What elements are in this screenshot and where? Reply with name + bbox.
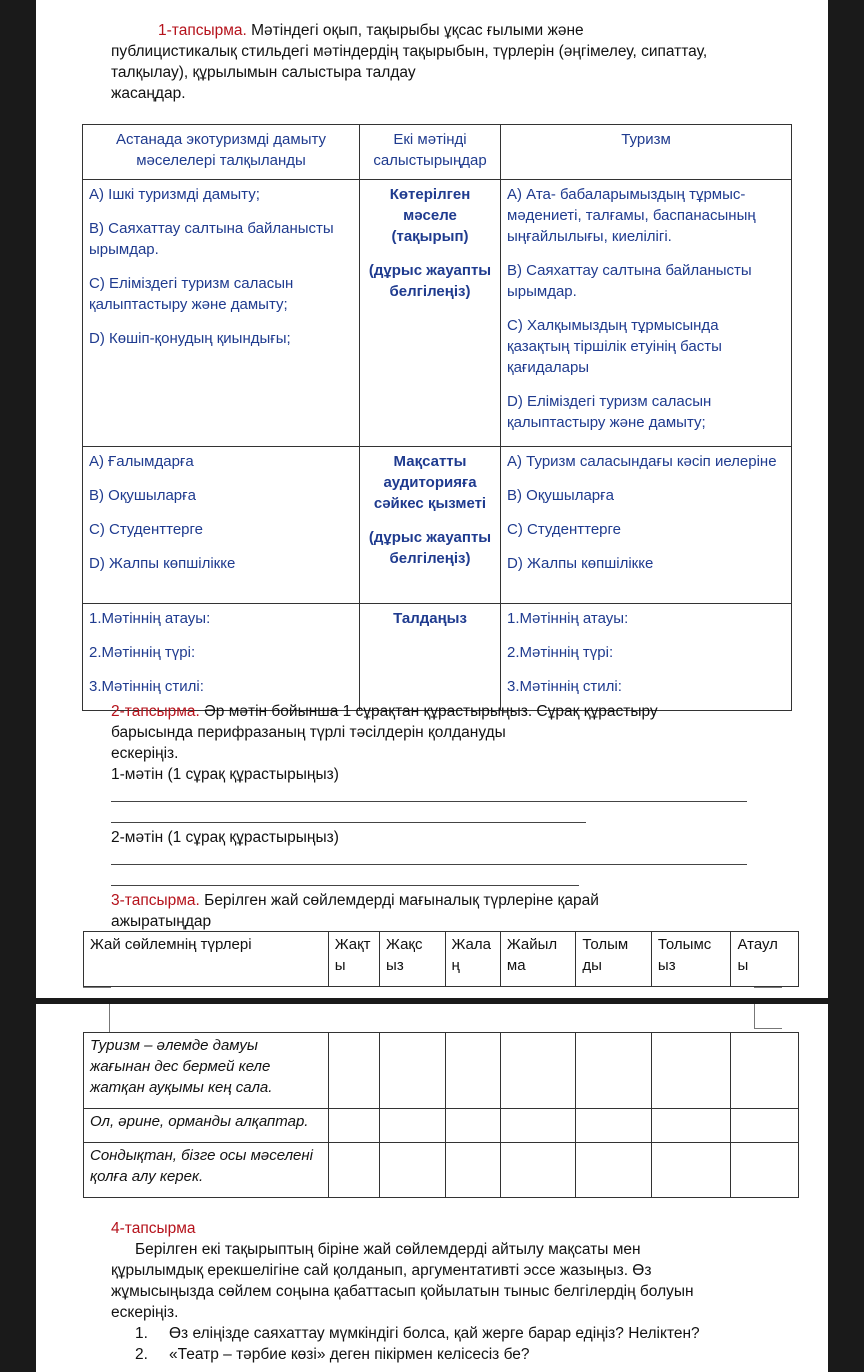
option: B) Саяхаттау салтына байланысты ырымдар. (507, 262, 752, 300)
header-cell: Жала ң (445, 932, 500, 987)
task1-line3: талқылау), құрылымын салыстыра талдау (111, 64, 416, 81)
divider (109, 1004, 110, 1032)
divider (754, 1028, 782, 1029)
criterion-cell (360, 604, 501, 711)
task4-para-line: жұмысыңызда сөйлем соңына қабаттасып қойылатын тыныс белгілердің болуын (111, 1283, 694, 1300)
task2-line2: барысында перифразаның түрлі тәсілдерін қолдануды (111, 724, 506, 741)
header-cell: Екі мәтінді салыстырыңдар (360, 125, 501, 180)
answer-cell[interactable] (731, 1109, 799, 1143)
options-right (501, 447, 792, 604)
answer-cell[interactable] (500, 1109, 576, 1143)
page-2 (36, 1004, 828, 1372)
option: A) Ата- бабаларымыздың тұрмыс-мәдениеті, талғамы, баспанасының ыңғайлылығы, киелілігі. (507, 186, 756, 245)
option: C) Студенттерге (507, 521, 621, 538)
analysis-line: 2.Мәтіннің түрі: (89, 644, 196, 661)
answer-cell[interactable] (731, 1033, 799, 1109)
task3-line2: ажыратыңдар (111, 913, 212, 930)
answer-cell[interactable] (731, 1143, 799, 1198)
option: C) Еліміздегі туризм саласын қалыптастыру және дамыту; (89, 275, 294, 313)
sentence-types-table (83, 931, 799, 987)
options-left (83, 447, 360, 604)
answer-cell[interactable] (651, 1033, 731, 1109)
text2-prompt: 2-мәтін (1 сұрақ құрастырыңыз) (111, 829, 339, 846)
sentence-cell: Ол, әрине, орманды алқаптар. (84, 1109, 329, 1143)
option: D) Жалпы көпшілікке (89, 555, 236, 572)
table-header-row (84, 932, 799, 987)
table-row (84, 1143, 799, 1198)
comparison-table (82, 124, 792, 711)
option: C) Халқымыздың тұрмысында қазақтың тіршілік етуінің басты қағидалары (507, 317, 722, 376)
topic-number: 2. (135, 1346, 148, 1363)
task4-para-line: ескеріңіз. (111, 1304, 179, 1321)
option: D) Еліміздегі туризм саласын қалыптастыру және дамыту; (507, 393, 712, 431)
text1-prompt: 1-мәтін (1 сұрақ құрастырыңыз) (111, 766, 339, 783)
task2-label: 2-тапсырма. (111, 703, 200, 720)
analysis-line: 1.Мәтіннің атауы: (89, 610, 211, 627)
task1-text: Мәтіндегі оқып, тақырыбы ұқсас ғылыми және (251, 22, 584, 39)
task2-heading (111, 701, 811, 722)
answer-cell[interactable] (328, 1143, 379, 1198)
divider (754, 987, 782, 988)
task3-label: 3-тапсырма. (111, 892, 200, 909)
sentence-rows-table (83, 1032, 799, 1198)
task3-heading (111, 890, 811, 911)
header-cell: Толым ды (576, 932, 652, 987)
task4-label: 4-тапсырма (111, 1220, 196, 1237)
answer-cell[interactable] (445, 1109, 500, 1143)
table-row (84, 1109, 799, 1143)
divider (83, 987, 111, 988)
task1-line4: жасаңдар. (111, 85, 186, 102)
header-cell: Туризм (501, 125, 792, 180)
options-right (501, 180, 792, 447)
option: A) Ғалымдарға (89, 453, 194, 470)
criterion-note: (дұрыс жауапты белгілеңіз) (368, 262, 492, 300)
header-cell: Атаул ы (731, 932, 799, 987)
table-row (83, 604, 792, 711)
answer-line[interactable] (111, 822, 586, 823)
task1-heading (158, 20, 798, 41)
task4-para-line: құрылымдық ерекшелігіне сай қолданып, аргументативті эссе жазыңыз. Өз (111, 1262, 652, 1279)
topic-text: Өз еліңізде саяхаттау мүмкіндігі болса, қай жерге барар едіңіз? Неліктен? (169, 1325, 700, 1342)
option: C) Студенттерге (89, 521, 203, 538)
header-cell: Жай сөйлемнің түрлері (84, 932, 329, 987)
criterion-cell (360, 447, 501, 604)
header-cell: Жақт ы (328, 932, 379, 987)
essay-topic-1 (135, 1323, 815, 1344)
answer-line[interactable] (111, 885, 579, 886)
answer-cell[interactable] (380, 1109, 445, 1143)
sentence-cell: Туризм – әлемде дамуы жағынан дес бермей келе жатқан ауқымы кең сала. (84, 1033, 329, 1109)
page-1 (36, 0, 828, 998)
essay-topic-2 (135, 1344, 815, 1365)
task2-text: Әр мәтін бойынша 1 сұрақтан құрастырыңыз. Сұрақ құрастыру (204, 703, 658, 720)
option: B) Оқушыларға (507, 487, 614, 504)
answer-cell[interactable] (576, 1033, 652, 1109)
options-left (83, 180, 360, 447)
task1-label: 1-тапсырма. (158, 22, 247, 39)
option: B) Оқушыларға (89, 487, 196, 504)
option: D) Көшіп-қонудың қиындығы; (89, 330, 291, 347)
criterion-title: Көтерілген мәселе (тақырып) (389, 186, 471, 245)
analysis-line: 3.Мәтіннің стилі: (507, 678, 622, 695)
answer-cell[interactable] (651, 1143, 731, 1198)
option: A) Туризм саласындағы кәсіп иелеріне (507, 453, 777, 470)
option: B) Саяхаттау салтына байланысты ырымдар. (89, 220, 334, 258)
task1-line2: публицистикалық стильдегі мәтіндердің тақырыбын, түрлерін (әңгімелеу, сипаттау, (111, 43, 708, 60)
answer-cell[interactable] (576, 1109, 652, 1143)
header-cell: Толымс ыз (651, 932, 731, 987)
answer-cell[interactable] (328, 1033, 379, 1109)
header-cell: Жақс ыз (380, 932, 445, 987)
table-row (83, 447, 792, 604)
answer-line[interactable] (111, 864, 747, 865)
analysis-line: 2.Мәтіннің түрі: (507, 644, 614, 661)
task2-line3: ескеріңіз. (111, 745, 179, 762)
answer-cell[interactable] (500, 1143, 576, 1198)
analysis-left (83, 604, 360, 711)
analysis-right (501, 604, 792, 711)
table-row (83, 180, 792, 447)
task4-para-line: Берілген екі тақырыптың біріне жай сөйлемдерді айтылу мақсаты мен (135, 1241, 641, 1258)
task3-text: Берілген жай сөйлемдерді мағыналық түрлеріне қарай (204, 892, 599, 909)
answer-cell[interactable] (500, 1033, 576, 1109)
topic-text: «Театр – тәрбие көзі» деген пікірмен келісесіз бе? (169, 1346, 530, 1363)
answer-cell[interactable] (445, 1143, 500, 1198)
divider (754, 1004, 755, 1028)
option: D) Жалпы көпшілікке (507, 555, 654, 572)
answer-line[interactable] (111, 801, 747, 802)
analysis-line: 1.Мәтіннің атауы: (507, 610, 629, 627)
analysis-line: 3.Мәтіннің стилі: (89, 678, 204, 695)
answer-cell[interactable] (380, 1033, 445, 1109)
criterion-title: Мақсатты аудиторияға сәйкес қызметі (373, 453, 487, 512)
answer-cell[interactable] (445, 1033, 500, 1109)
answer-cell[interactable] (651, 1109, 731, 1143)
option: A) Ішкі туризмді дамыту; (89, 186, 260, 203)
header-cell: Жайыл ма (500, 932, 576, 987)
criterion-note: (дұрыс жауапты белгілеңіз) (368, 529, 492, 567)
criterion-title: Талдаңыз (393, 610, 467, 627)
topic-number: 1. (135, 1325, 148, 1342)
criterion-cell (360, 180, 501, 447)
sentence-cell: Сондықтан, бізге осы мәселені қолға алу керек. (84, 1143, 329, 1198)
table-row (84, 1033, 799, 1109)
header-cell: Астанада экотуризмді дамыту мәселелері талқыланды (83, 125, 360, 180)
answer-cell[interactable] (328, 1109, 379, 1143)
answer-cell[interactable] (576, 1143, 652, 1198)
answer-cell[interactable] (380, 1143, 445, 1198)
table-header-row (83, 125, 792, 180)
